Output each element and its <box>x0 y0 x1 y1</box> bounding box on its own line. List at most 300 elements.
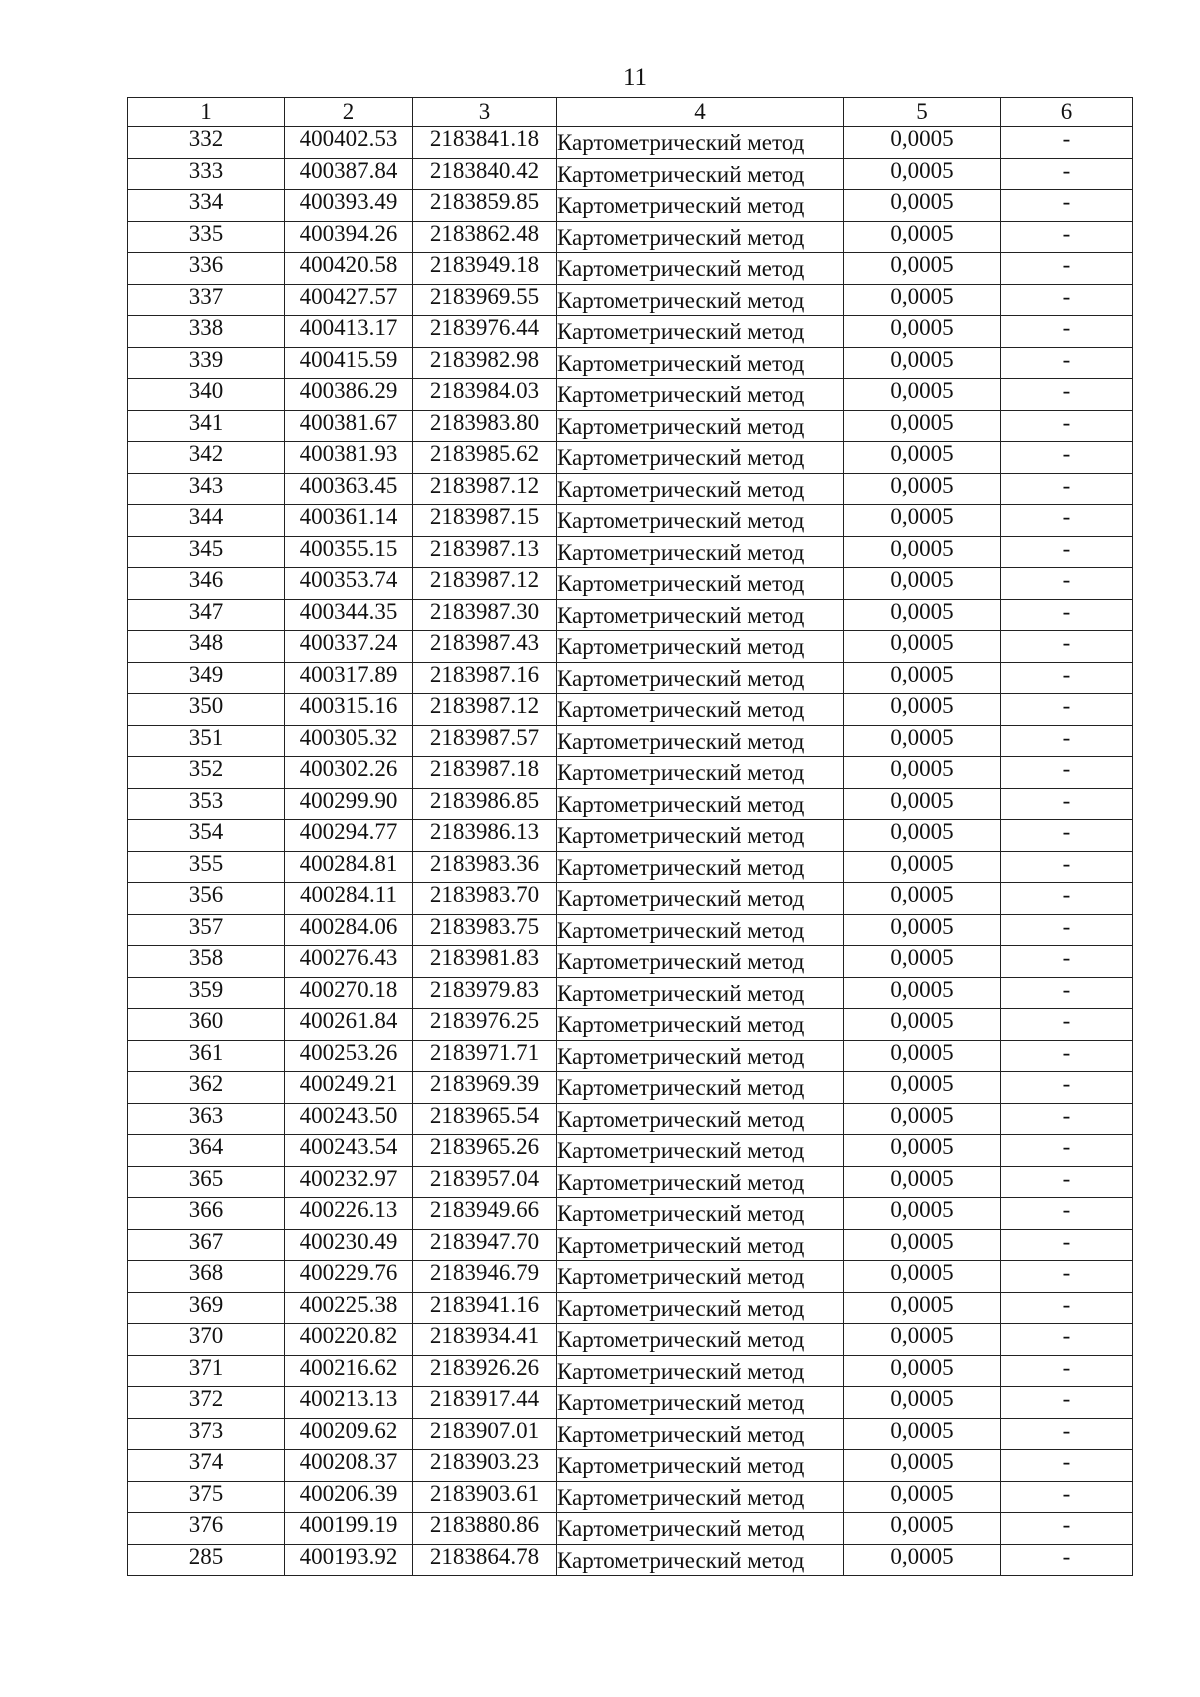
x-coordinate-cell: 400381.67 <box>285 410 413 442</box>
method-text: Картометрический метод <box>557 287 805 313</box>
x-coordinate-cell: 400415.59 <box>285 347 413 379</box>
accuracy-cell: 0,0005 <box>844 1009 1001 1041</box>
table-body <box>128 127 1133 1576</box>
method-cell <box>557 284 844 316</box>
method-cell <box>557 316 844 348</box>
y-coordinate-cell: 2183907.01 <box>413 1418 557 1450</box>
point-number-cell: 341 <box>128 410 285 442</box>
table-row <box>128 1450 1133 1482</box>
description-cell: - <box>1001 347 1133 379</box>
accuracy-cell: 0,0005 <box>844 1513 1001 1545</box>
accuracy-cell: 0,0005 <box>844 977 1001 1009</box>
description-cell: - <box>1001 1040 1133 1072</box>
method-text: Картометрический метод <box>557 571 805 596</box>
description-cell: - <box>1001 253 1133 285</box>
y-coordinate-cell: 2183947.70 <box>413 1229 557 1261</box>
point-number-cell: 361 <box>128 1040 285 1072</box>
accuracy-cell: 0,0005 <box>844 1261 1001 1293</box>
x-coordinate-cell: 400305.32 <box>285 725 413 757</box>
method-cell <box>557 505 844 537</box>
description-cell: - <box>1001 788 1133 820</box>
y-coordinate-cell: 2183983.36 <box>413 851 557 883</box>
point-number-cell: 337 <box>128 284 285 316</box>
method-text: Картометрический метод <box>557 1232 805 1258</box>
x-coordinate-cell: 400284.81 <box>285 851 413 883</box>
table-row <box>128 914 1133 946</box>
point-number-cell: 344 <box>128 505 285 537</box>
x-coordinate-cell: 400261.84 <box>285 1009 413 1041</box>
point-number-cell: 363 <box>128 1103 285 1135</box>
column-header-6: 6 <box>1001 98 1133 127</box>
method-cell <box>557 1198 844 1230</box>
method-cell <box>557 694 844 726</box>
accuracy-cell: 0,0005 <box>844 1450 1001 1482</box>
accuracy-cell: 0,0005 <box>844 505 1001 537</box>
accuracy-cell: 0,0005 <box>844 536 1001 568</box>
y-coordinate-cell: 2183987.18 <box>413 757 557 789</box>
accuracy-cell: 0,0005 <box>844 442 1001 474</box>
description-cell: - <box>1001 662 1133 694</box>
description-cell: - <box>1001 442 1133 474</box>
table-row <box>128 536 1133 568</box>
point-number-cell: 375 <box>128 1481 285 1513</box>
accuracy-cell: 0,0005 <box>844 1072 1001 1104</box>
table-row <box>128 1040 1133 1072</box>
x-coordinate-cell: 400355.15 <box>285 536 413 568</box>
description-cell: - <box>1001 631 1133 663</box>
description-cell: - <box>1001 1481 1133 1513</box>
method-text: Картометрический метод <box>557 539 805 565</box>
accuracy-cell: 0,0005 <box>844 127 1001 159</box>
y-coordinate-cell: 2183987.12 <box>413 473 557 505</box>
x-coordinate-cell: 400225.38 <box>285 1292 413 1324</box>
y-coordinate-cell: 2183976.44 <box>413 316 557 348</box>
method-cell <box>557 1072 844 1104</box>
description-cell: - <box>1001 946 1133 978</box>
accuracy-cell: 0,0005 <box>844 1418 1001 1450</box>
accuracy-cell: 0,0005 <box>844 1481 1001 1513</box>
point-number-cell: 368 <box>128 1261 285 1293</box>
y-coordinate-cell: 2183957.04 <box>413 1166 557 1198</box>
method-cell <box>557 1513 844 1545</box>
description-cell: - <box>1001 1324 1133 1356</box>
method-cell <box>557 946 844 978</box>
point-number-cell: 350 <box>128 694 285 726</box>
table-row <box>128 725 1133 757</box>
method-text: Картометрический метод <box>557 1075 805 1100</box>
description-cell: - <box>1001 757 1133 789</box>
y-coordinate-cell: 2183983.80 <box>413 410 557 442</box>
method-cell <box>557 1387 844 1419</box>
x-coordinate-cell: 400386.29 <box>285 379 413 411</box>
method-cell <box>557 725 844 757</box>
method-text: Картометрический метод <box>557 1295 805 1321</box>
point-number-cell: 371 <box>128 1355 285 1387</box>
method-text: Картометрический метод <box>557 1390 805 1415</box>
point-number-cell: 351 <box>128 725 285 757</box>
description-cell: - <box>1001 977 1133 1009</box>
description-cell: - <box>1001 1229 1133 1261</box>
table-row <box>128 1072 1133 1104</box>
method-cell <box>557 379 844 411</box>
x-coordinate-cell: 400243.50 <box>285 1103 413 1135</box>
description-cell: - <box>1001 1072 1133 1104</box>
table-row <box>128 158 1133 190</box>
method-text: Картометрический метод <box>557 413 805 439</box>
method-text: Картометрический метод <box>557 1516 805 1541</box>
accuracy-cell: 0,0005 <box>844 1103 1001 1135</box>
method-text: Картометрический метод <box>557 224 805 250</box>
accuracy-cell: 0,0005 <box>844 253 1001 285</box>
y-coordinate-cell: 2183987.16 <box>413 662 557 694</box>
method-cell <box>557 631 844 663</box>
y-coordinate-cell: 2183926.26 <box>413 1355 557 1387</box>
method-cell <box>557 914 844 946</box>
x-coordinate-cell: 400363.45 <box>285 473 413 505</box>
method-text: Картометрический метод <box>557 256 805 281</box>
point-number-cell: 334 <box>128 190 285 222</box>
method-text: Картометрический метод <box>557 1358 805 1384</box>
point-number-cell: 335 <box>128 221 285 253</box>
method-cell <box>557 662 844 694</box>
point-number-cell: 374 <box>128 1450 285 1482</box>
accuracy-cell: 0,0005 <box>844 599 1001 631</box>
table-row <box>128 851 1133 883</box>
x-coordinate-cell: 400353.74 <box>285 568 413 600</box>
accuracy-cell: 0,0005 <box>844 883 1001 915</box>
method-text: Картометрический метод <box>557 1106 805 1132</box>
method-text: Картометрический метод <box>557 508 805 533</box>
x-coordinate-cell: 400317.89 <box>285 662 413 694</box>
method-text: Картометрический метод <box>557 823 805 848</box>
x-coordinate-cell: 400302.26 <box>285 757 413 789</box>
accuracy-cell: 0,0005 <box>844 284 1001 316</box>
method-cell <box>557 1009 844 1041</box>
table-row <box>128 1387 1133 1419</box>
y-coordinate-cell: 2183976.25 <box>413 1009 557 1041</box>
method-cell <box>557 1481 844 1513</box>
method-text: Картометрический метод <box>557 1421 805 1447</box>
x-coordinate-cell: 400381.93 <box>285 442 413 474</box>
method-text: Картометрический метод <box>557 980 805 1006</box>
accuracy-cell: 0,0005 <box>844 1292 1001 1324</box>
method-cell <box>557 820 844 852</box>
point-number-cell: 357 <box>128 914 285 946</box>
accuracy-cell: 0,0005 <box>844 820 1001 852</box>
accuracy-cell: 0,0005 <box>844 788 1001 820</box>
method-text: Картометрический метод <box>557 917 805 943</box>
point-number-cell: 332 <box>128 127 285 159</box>
table-row <box>128 1229 1133 1261</box>
accuracy-cell: 0,0005 <box>844 158 1001 190</box>
method-text: Картометрический метод <box>557 193 805 218</box>
y-coordinate-cell: 2183934.41 <box>413 1324 557 1356</box>
point-number-cell: 285 <box>128 1544 285 1576</box>
method-cell <box>557 1418 844 1450</box>
method-text: Картометрический метод <box>557 1547 805 1573</box>
y-coordinate-cell: 2183862.48 <box>413 221 557 253</box>
x-coordinate-cell: 400344.35 <box>285 599 413 631</box>
accuracy-cell: 0,0005 <box>844 190 1001 222</box>
description-cell: - <box>1001 1544 1133 1576</box>
description-cell: - <box>1001 1009 1133 1041</box>
accuracy-cell: 0,0005 <box>844 568 1001 600</box>
x-coordinate-cell: 400361.14 <box>285 505 413 537</box>
y-coordinate-cell: 2183946.79 <box>413 1261 557 1293</box>
point-number-cell: 333 <box>128 158 285 190</box>
y-coordinate-cell: 2183965.26 <box>413 1135 557 1167</box>
point-number-cell: 336 <box>128 253 285 285</box>
table-row <box>128 253 1133 285</box>
y-coordinate-cell: 2183987.15 <box>413 505 557 537</box>
description-cell: - <box>1001 1450 1133 1482</box>
table-row <box>128 1544 1133 1576</box>
method-cell <box>557 1040 844 1072</box>
method-cell <box>557 536 844 568</box>
accuracy-cell: 0,0005 <box>844 1387 1001 1419</box>
description-cell: - <box>1001 473 1133 505</box>
table-row <box>128 1513 1133 1545</box>
y-coordinate-cell: 2183965.54 <box>413 1103 557 1135</box>
description-cell: - <box>1001 505 1133 537</box>
method-text: Картометрический метод <box>557 602 805 628</box>
point-number-cell: 359 <box>128 977 285 1009</box>
description-cell: - <box>1001 190 1133 222</box>
description-cell: - <box>1001 284 1133 316</box>
description-cell: - <box>1001 1513 1133 1545</box>
y-coordinate-cell: 2183969.39 <box>413 1072 557 1104</box>
description-cell: - <box>1001 1355 1133 1387</box>
method-cell <box>557 127 844 159</box>
accuracy-cell: 0,0005 <box>844 914 1001 946</box>
y-coordinate-cell: 2183987.57 <box>413 725 557 757</box>
table-row <box>128 788 1133 820</box>
x-coordinate-cell: 400393.49 <box>285 190 413 222</box>
description-cell: - <box>1001 820 1133 852</box>
point-number-cell: 339 <box>128 347 285 379</box>
point-number-cell: 367 <box>128 1229 285 1261</box>
x-coordinate-cell: 400420.58 <box>285 253 413 285</box>
table-row <box>128 1009 1133 1041</box>
point-number-cell: 345 <box>128 536 285 568</box>
description-cell: - <box>1001 725 1133 757</box>
point-number-cell: 349 <box>128 662 285 694</box>
x-coordinate-cell: 400208.37 <box>285 1450 413 1482</box>
y-coordinate-cell: 2183949.66 <box>413 1198 557 1230</box>
accuracy-cell: 0,0005 <box>844 694 1001 726</box>
column-header-1: 1 <box>128 98 285 127</box>
accuracy-cell: 0,0005 <box>844 347 1001 379</box>
y-coordinate-cell: 2183984.03 <box>413 379 557 411</box>
x-coordinate-cell: 400230.49 <box>285 1229 413 1261</box>
table-row <box>128 1166 1133 1198</box>
method-text: Картометрический метод <box>557 728 805 754</box>
method-text: Картометрический метод <box>557 1453 805 1478</box>
x-coordinate-cell: 400284.11 <box>285 883 413 915</box>
description-cell: - <box>1001 1292 1133 1324</box>
method-cell <box>557 757 844 789</box>
accuracy-cell: 0,0005 <box>844 946 1001 978</box>
x-coordinate-cell: 400284.06 <box>285 914 413 946</box>
y-coordinate-cell: 2183987.43 <box>413 631 557 663</box>
method-cell <box>557 158 844 190</box>
y-coordinate-cell: 2183987.13 <box>413 536 557 568</box>
x-coordinate-cell: 400213.13 <box>285 1387 413 1419</box>
method-text: Картометрический метод <box>557 445 805 470</box>
method-text: Картометрический метод <box>557 319 805 344</box>
table-row <box>128 1135 1133 1167</box>
y-coordinate-cell: 2183949.18 <box>413 253 557 285</box>
accuracy-cell: 0,0005 <box>844 851 1001 883</box>
method-text: Картометрический метод <box>557 1012 805 1037</box>
method-cell <box>557 568 844 600</box>
accuracy-cell: 0,0005 <box>844 1355 1001 1387</box>
accuracy-cell: 0,0005 <box>844 631 1001 663</box>
method-text: Картометрический метод <box>557 130 805 155</box>
y-coordinate-cell: 2183981.83 <box>413 946 557 978</box>
x-coordinate-cell: 400253.26 <box>285 1040 413 1072</box>
x-coordinate-cell: 400387.84 <box>285 158 413 190</box>
point-number-cell: 338 <box>128 316 285 348</box>
table-row <box>128 442 1133 474</box>
x-coordinate-cell: 400209.62 <box>285 1418 413 1450</box>
table-row <box>128 1481 1133 1513</box>
x-coordinate-cell: 400229.76 <box>285 1261 413 1293</box>
method-cell <box>557 1450 844 1482</box>
description-cell: - <box>1001 914 1133 946</box>
y-coordinate-cell: 2183864.78 <box>413 1544 557 1576</box>
description-cell: - <box>1001 158 1133 190</box>
y-coordinate-cell: 2183987.30 <box>413 599 557 631</box>
method-text: Картометрический метод <box>557 665 805 691</box>
table-row <box>128 1103 1133 1135</box>
x-coordinate-cell: 400193.92 <box>285 1544 413 1576</box>
method-cell <box>557 442 844 474</box>
accuracy-cell: 0,0005 <box>844 1198 1001 1230</box>
method-text: Картометрический метод <box>557 1327 805 1352</box>
method-cell <box>557 788 844 820</box>
y-coordinate-cell: 2183982.98 <box>413 347 557 379</box>
x-coordinate-cell: 400294.77 <box>285 820 413 852</box>
y-coordinate-cell: 2183941.16 <box>413 1292 557 1324</box>
method-text: Картометрический метод <box>557 1264 805 1289</box>
description-cell: - <box>1001 599 1133 631</box>
method-cell <box>557 1355 844 1387</box>
table-row <box>128 1418 1133 1450</box>
y-coordinate-cell: 2183841.18 <box>413 127 557 159</box>
method-cell <box>557 1166 844 1198</box>
point-number-cell: 355 <box>128 851 285 883</box>
y-coordinate-cell: 2183880.86 <box>413 1513 557 1545</box>
point-number-cell: 356 <box>128 883 285 915</box>
x-coordinate-cell: 400299.90 <box>285 788 413 820</box>
page-number: 11 <box>622 64 648 91</box>
x-coordinate-cell: 400427.57 <box>285 284 413 316</box>
method-text: Картометрический метод <box>557 697 805 722</box>
method-cell <box>557 1135 844 1167</box>
description-cell: - <box>1001 1198 1133 1230</box>
table-row <box>128 221 1133 253</box>
column-header-3: 3 <box>413 98 557 127</box>
method-text: Картометрический метод <box>557 634 805 659</box>
table-row <box>128 1198 1133 1230</box>
point-number-cell: 352 <box>128 757 285 789</box>
y-coordinate-cell: 2183969.55 <box>413 284 557 316</box>
method-cell <box>557 221 844 253</box>
method-cell <box>557 977 844 1009</box>
method-text: Картометрический метод <box>557 854 805 880</box>
method-cell <box>557 190 844 222</box>
point-number-cell: 343 <box>128 473 285 505</box>
method-text: Картометрический метод <box>557 350 805 376</box>
accuracy-cell: 0,0005 <box>844 379 1001 411</box>
description-cell: - <box>1001 851 1133 883</box>
table-row <box>128 379 1133 411</box>
accuracy-cell: 0,0005 <box>844 725 1001 757</box>
column-header-4: 4 <box>557 98 844 127</box>
accuracy-cell: 0,0005 <box>844 1166 1001 1198</box>
table-row <box>128 662 1133 694</box>
x-coordinate-cell: 400413.17 <box>285 316 413 348</box>
point-number-cell: 369 <box>128 1292 285 1324</box>
method-cell <box>557 1229 844 1261</box>
method-text: Картометрический метод <box>557 1138 805 1163</box>
description-cell: - <box>1001 1387 1133 1419</box>
point-number-cell: 346 <box>128 568 285 600</box>
table-row <box>128 820 1133 852</box>
point-number-cell: 347 <box>128 599 285 631</box>
method-cell <box>557 410 844 442</box>
table-row <box>128 473 1133 505</box>
table-row <box>128 190 1133 222</box>
point-number-cell: 365 <box>128 1166 285 1198</box>
x-coordinate-cell: 400199.19 <box>285 1513 413 1545</box>
x-coordinate-cell: 400402.53 <box>285 127 413 159</box>
method-text: Картометрический метод <box>557 791 805 817</box>
accuracy-cell: 0,0005 <box>844 757 1001 789</box>
point-number-cell: 342 <box>128 442 285 474</box>
coordinates-table <box>127 97 1133 1576</box>
y-coordinate-cell: 2183983.70 <box>413 883 557 915</box>
table-row <box>128 410 1133 442</box>
point-number-cell: 360 <box>128 1009 285 1041</box>
description-cell: - <box>1001 1166 1133 1198</box>
accuracy-cell: 0,0005 <box>844 410 1001 442</box>
method-cell <box>557 1544 844 1576</box>
accuracy-cell: 0,0005 <box>844 1040 1001 1072</box>
table-row <box>128 316 1133 348</box>
method-text: Картометрический метод <box>557 161 805 187</box>
x-coordinate-cell: 400206.39 <box>285 1481 413 1513</box>
table-row <box>128 757 1133 789</box>
point-number-cell: 372 <box>128 1387 285 1419</box>
description-cell: - <box>1001 536 1133 568</box>
y-coordinate-cell: 2183987.12 <box>413 694 557 726</box>
point-number-cell: 364 <box>128 1135 285 1167</box>
description-cell: - <box>1001 316 1133 348</box>
table-row <box>128 505 1133 537</box>
x-coordinate-cell: 400226.13 <box>285 1198 413 1230</box>
method-cell <box>557 883 844 915</box>
table-row <box>128 977 1133 1009</box>
description-cell: - <box>1001 1418 1133 1450</box>
accuracy-cell: 0,0005 <box>844 1135 1001 1167</box>
method-cell <box>557 1261 844 1293</box>
method-cell <box>557 347 844 379</box>
x-coordinate-cell: 400243.54 <box>285 1135 413 1167</box>
method-text: Картометрический метод <box>557 949 805 974</box>
table-row <box>128 1324 1133 1356</box>
